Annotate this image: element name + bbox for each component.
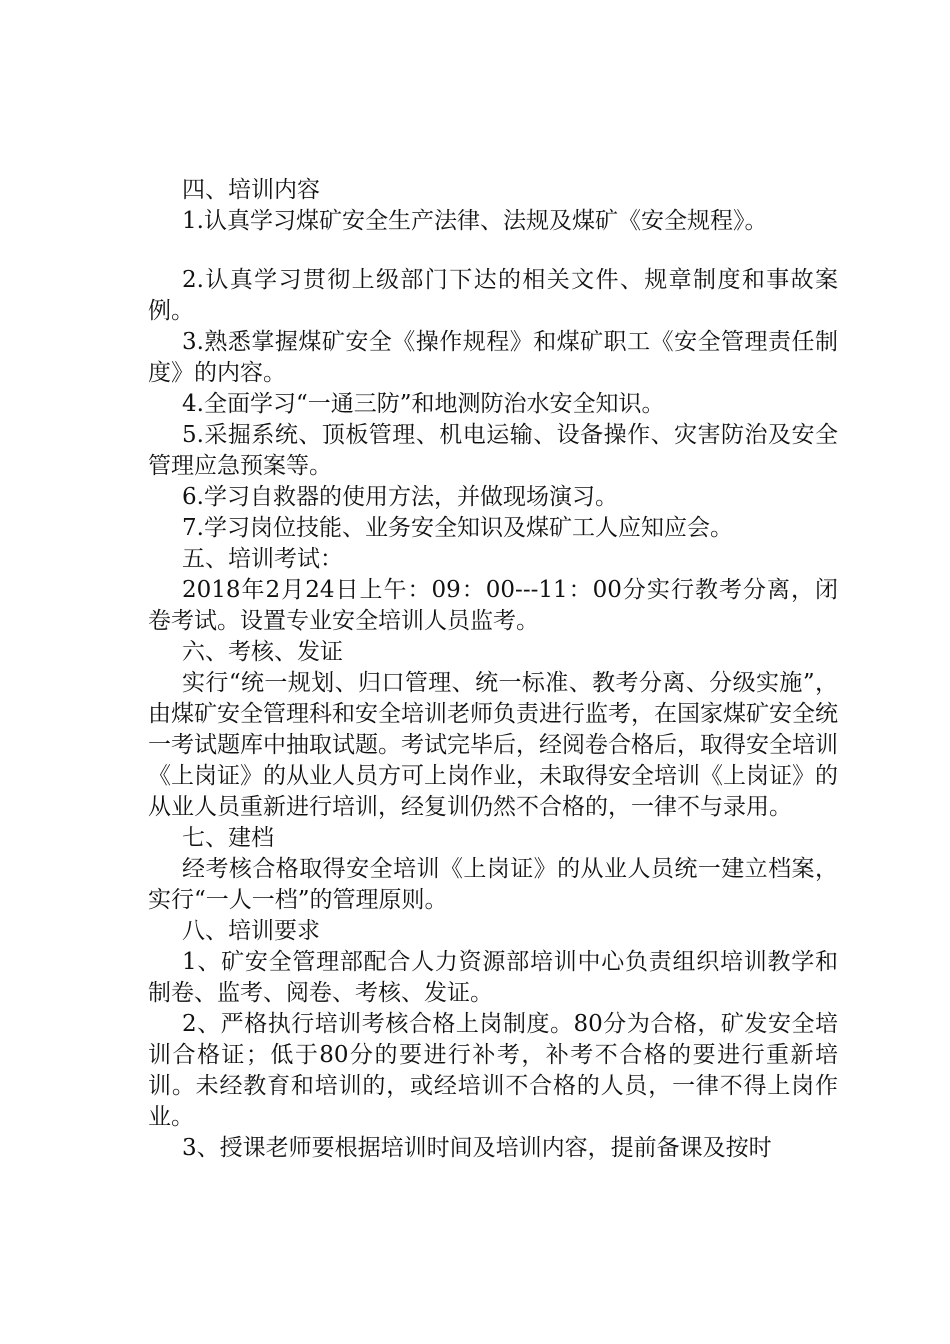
list-item: 2.认真学习贯彻上级部门下达的相关文件、规章制度和事故案例。 (148, 267, 838, 324)
list-item: 7.学习岗位技能、业务安全知识及煤矿工人应知应会。 (182, 515, 733, 541)
section-heading-assessment: 六、考核、发证 (182, 639, 343, 665)
list-item: 1.认真学习煤矿安全生产法律、法规及煤矿《安全规程》。 (182, 208, 768, 234)
section-heading-training-content: 四、培训内容 (182, 177, 320, 203)
list-item: 6.学习自救器的使用方法，并做现场演习。 (182, 484, 618, 510)
list-item: 4.全面学习“一通三防”和地测防治水安全知识。 (182, 391, 665, 417)
archive-paragraph: 经考核合格取得安全培训《上岗证》的从业人员统一建立档案，实行“一人一档”的管理原则。 (148, 856, 838, 913)
list-item: 2、严格执行培训考核合格上岗制度。80分为合格，矿发安全培训合格证；低于80分的要进行补考，补考不合格的要进行重新培训。未经教育和培训的，或经培训不合格的人员，一律不得上岗作业。 (148, 1011, 838, 1130)
section-heading-training-exam: 五、培训考试： (182, 546, 343, 572)
section-heading-archive: 七、建档 (182, 825, 274, 851)
document-body (148, 175, 838, 1164)
list-item: 5.采掘系统、顶板管理、机电运输、设备操作、灾害防治及安全管理应急预案等。 (148, 422, 838, 479)
exam-paragraph: 2018年2月24日上午：09：00---11：00分实行教考分离，闭卷考试。设置专业安全培训人员监考。 (148, 577, 838, 634)
list-item: 1、矿安全管理部配合人力资源部培训中心负责组织培训教学和制卷、监考、阅卷、考核、发证。 (148, 949, 838, 1006)
list-item: 3、授课老师要根据培训时间及培训内容，提前备课及按时 (182, 1135, 772, 1161)
list-item: 3.熟悉掌握煤矿安全《操作规程》和煤矿职工《安全管理责任制度》的内容。 (148, 329, 838, 386)
assessment-paragraph: 实行“统一规划、归口管理、统一标准、教考分离、分级实施”，由煤矿安全管理科和安全培训老师负责进行监考，在国家煤矿安全统一考试题库中抽取试题。考试完毕后，经阅卷合格后，取得安全培训《上岗证》的从业人员方可上岗作业，未取得安全培训《上岗证》的从业人员重新进行培训，经复训仍然不合格的，一律不与录用。 (148, 670, 838, 820)
section-heading-requirements: 八、培训要求 (182, 918, 320, 944)
